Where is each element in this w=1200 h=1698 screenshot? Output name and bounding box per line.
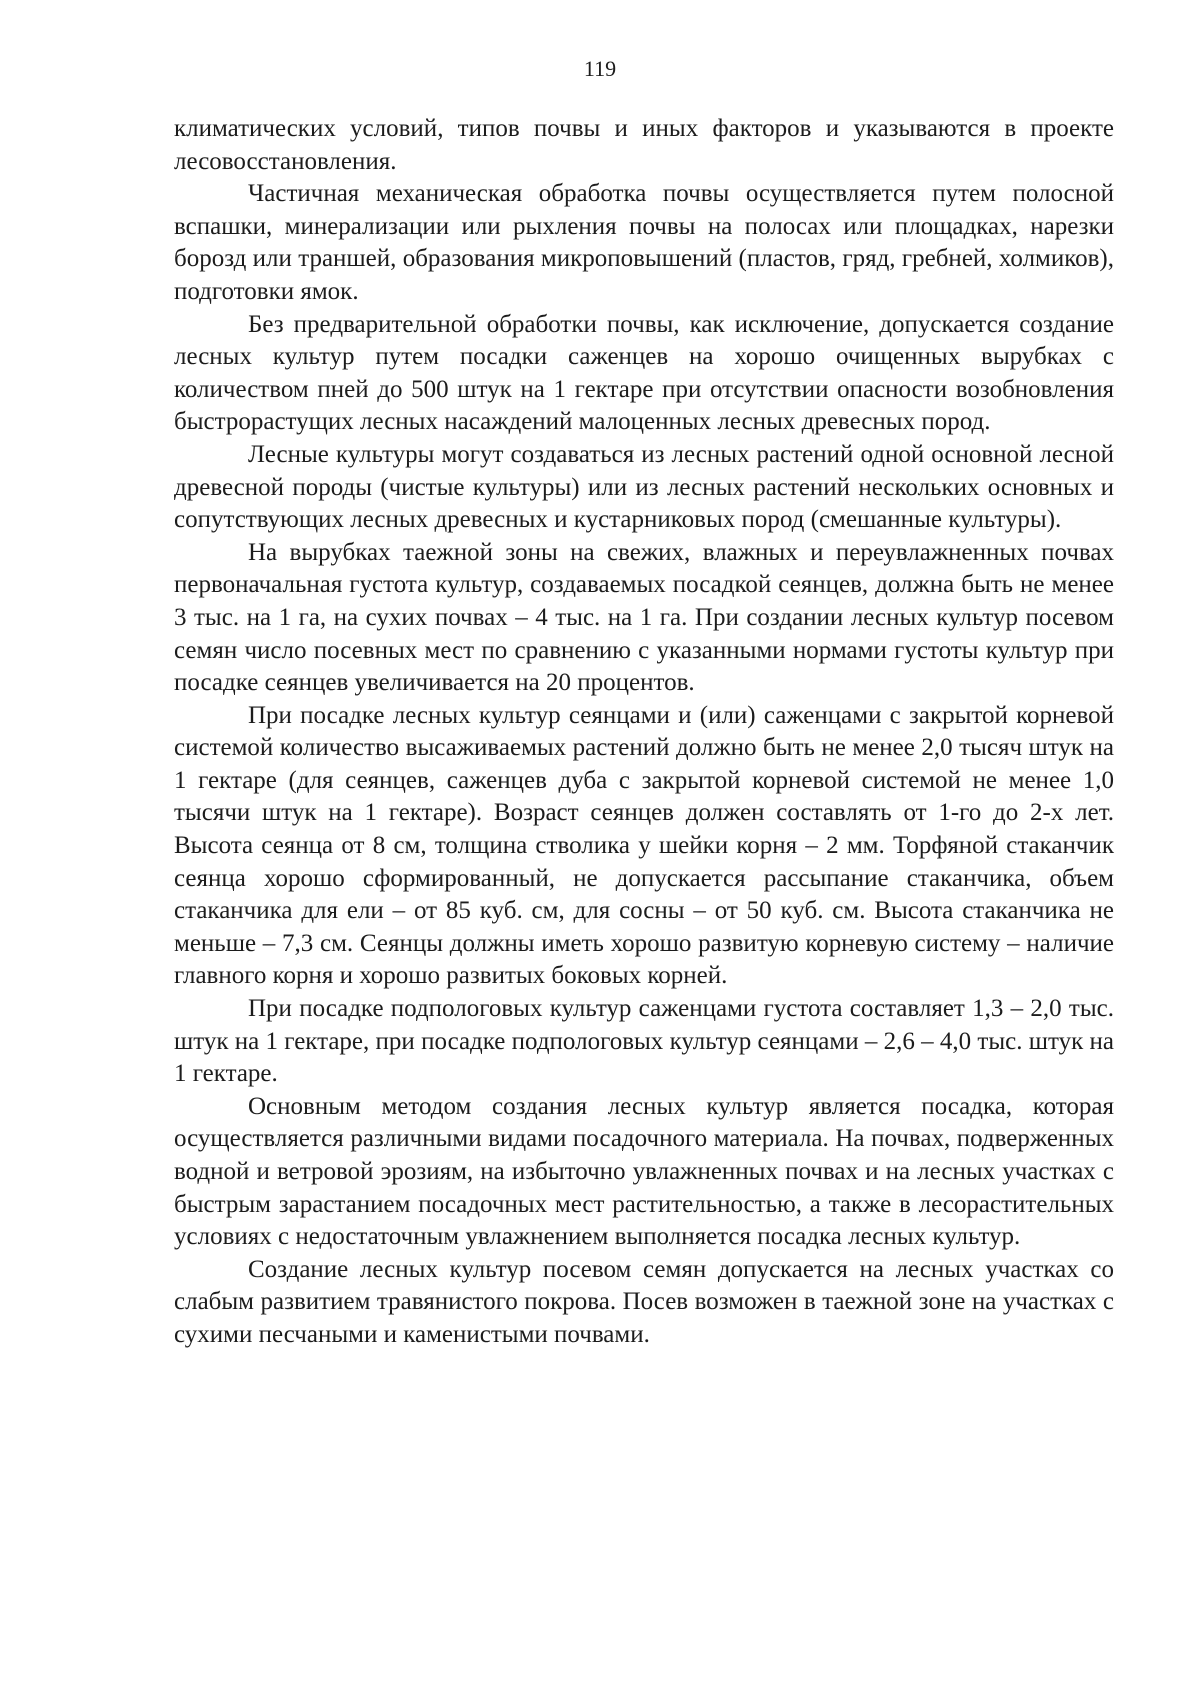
paragraph-seed-sowing: Создание лесных культур посевом семян допускается на лесных участках со слабым развитием травянистого покрова. Посев возможен в таежной зоне на участках с сухими песчаными и каменистыми почвами. [174, 1255, 1114, 1348]
paragraph-underplanting-density: При посадке подпологовых культур саженцами густота составляет 1,3 – 2,0 тыс. штук на 1 гектаре, при посадке подпологовых культур сеянцами – 2,6 – 4,0 тыс. штук на 1 гектаре. [174, 995, 1114, 1088]
paragraph-culture-composition: Лесные культуры могут создаваться из лесных растений одной основной лесной древесной породы (чистые культуры) или из лесных растений нескольких основных и сопутствующих лесных древесных и кустарниковых пород (смешанные культуры). [174, 440, 1114, 534]
paragraph-mechanical-treatment: Частичная механическая обработка почвы осуществляется путем полосной вспашки, минерализации или рыхления почвы на полосах или площадках, нарезки борозд или траншей, образования микроповышений (пластов, гряд, гребней, холмиков), подготовки ямок. [174, 180, 1114, 305]
paragraph-main-method: Основным методом создания лесных культур является посадка, которая осуществляется различными видами посадочного материала. На почвах, подверженных водной и ветровой эрозиям, на избыточно увлажненных почвах и на лесных участках с быстрым зарастанием посадочных мест растительностью, а также в лесорастительных условиях с недостаточным увлажнением выполняется посадка лесных культур. [174, 1092, 1114, 1251]
paragraph-continuation: климатических условий, типов почвы и иных факторов и указываются в проекте лесовосстановления. [174, 115, 1114, 175]
paragraph-no-pretreatment: Без предварительной обработки почвы, как исключение, допускается создание лесных культур путем посадки саженцев на хорошо очищенных вырубках с количеством пней до 500 штук на 1 гектаре при отсутствии опасности возобновления быстрорастущих лесных насаждений малоценных лесных древесных пород. [174, 310, 1114, 436]
paragraph-taiga-density: На вырубках таежной зоны на свежих, влажных и переувлажненных почвах первоначальная густота культур, создаваемых посадкой сеянцев, должна быть не менее 3 тыс. на 1 га, на сухих почвах – 4 тыс. на 1 га. При создании лесных культур посевом семян число посевных мест по сравнению с указанными нормами густоты культур при посадке сеянцев увеличивается на 20 процентов. [174, 538, 1114, 697]
page-number: 119 [583, 56, 617, 81]
paragraph-closed-root-system: При посадке лесных культур сеянцами и (или) саженцами с закрытой корневой системой количество высаживаемых растений должно быть не менее 2,0 тысяч штук на 1 гектаре (для сеянцев, саженцев дуба с закрытой корневой системой не менее 1,0 тысячи штук на 1 гектаре). Возраст сеянцев должен составлять от 1-го до 2-х лет. Высота сеянца от 8 см, толщина стволика у шейки корня – 2 мм. Торфяной стаканчик сеянца хорошо сформированный, не допускается рассыпание стаканчика, объем стаканчика для ели – от 85 куб. см, для сосны – от 50 куб. см. Высота стаканчика не меньше – 7,3 см. Сеянцы должны иметь хорошо развитую корневую систему – наличие главного корня и хорошо развитых боковых корней. [174, 701, 1114, 990]
body-text [174, 113, 1114, 1352]
